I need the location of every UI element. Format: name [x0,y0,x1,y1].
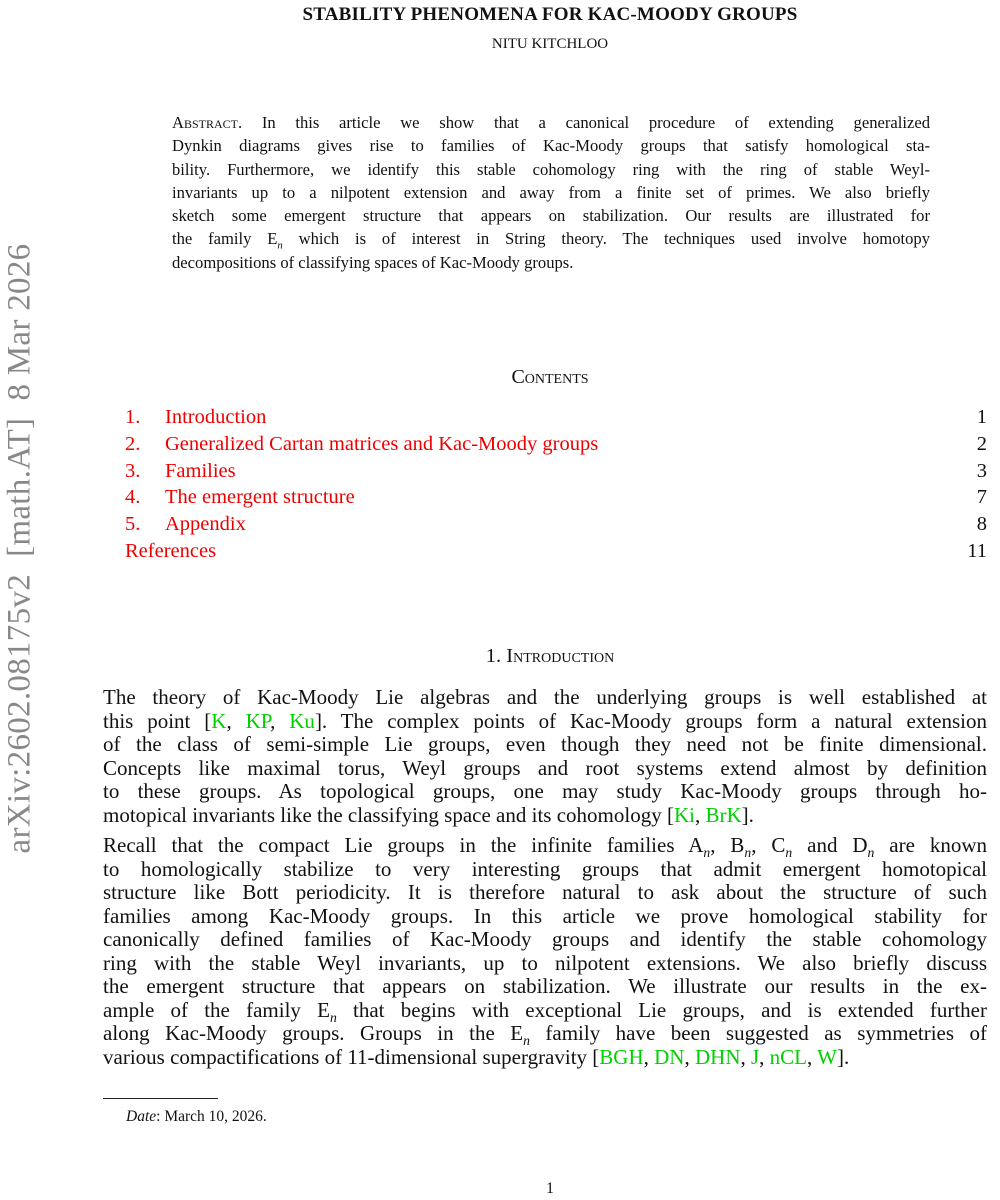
date-label: Date [126,1108,157,1125]
text-run: , [740,1044,751,1069]
text-run: , [684,1044,695,1069]
toc-page: 1 [976,406,987,428]
text-run: The theory of Kac-Moody Lie algebras and the underlying groups is well established at [103,685,987,709]
section-title: Introduction [506,645,615,667]
citation-link[interactable]: Ku [289,708,315,733]
text-line [103,710,987,734]
text-run: , [270,708,290,733]
text-line [172,134,930,157]
text-run: Recall that the compact Lie groups in the infinite families [103,833,689,857]
footnote-rule [103,1098,218,1099]
toc-number[interactable]: 3. [125,459,141,482]
date-footnote [126,1108,267,1126]
math-symbol [267,229,283,252]
text-run: decompositions of classifying spaces of Kac-Moody groups. [172,252,574,272]
text-line [172,111,930,134]
section-number: 1. [485,645,502,667]
toc-page: 8 [976,513,987,536]
toc-page: 2 [976,432,987,455]
text-line [103,686,987,710]
paragraph [103,686,987,827]
toc-number[interactable]: 5. [125,513,141,536]
math-subscript: n [785,845,793,861]
text-run: invariants up to a nilpotent extension and away from a finite set of primes. We also briefly [172,182,930,202]
text-run: to homologically stabilize to very interesting groups that admit emergent homotopical [103,856,987,881]
math-symbol [852,833,875,861]
text-run: the emergent structure that appears on stabilization. We illustrate our results in the ex- [103,974,987,998]
arxiv-stamp: arXiv:2602.08175v2 [math.AT] 8 Mar 2026 [1,243,38,854]
toc-link[interactable]: Appendix [165,513,246,536]
text-run: that begins with exceptional Lie groups, and is extended further [336,997,987,1022]
text-run: ]. The complex points of Kac-Moody groups form a natural extension [314,708,988,733]
paragraph [103,834,987,1069]
text-line [103,881,987,905]
contents-heading: Contents [511,366,589,388]
text-line [103,952,987,976]
math-base: A [688,833,704,857]
math-subscript: n [703,845,711,861]
text-line [172,204,930,227]
text-run: structure like Bott periodicity. It is therefore natural to ask about the structure of such [103,880,987,904]
page-number: 1 [546,1180,554,1197]
toc-entry[interactable] [125,459,987,484]
text-line [103,905,987,929]
math-subscript: n [744,845,752,861]
toc-link[interactable]: Introduction [165,406,267,428]
text-line [103,733,987,757]
toc-number[interactable]: 2. [125,432,141,455]
text-run: , [226,708,246,733]
math-subscript: n [329,1009,337,1025]
citation-link[interactable]: W [817,1044,837,1069]
toc-number[interactable]: 4. [125,486,141,509]
text-line [103,975,987,999]
text-run: this point [ [103,708,212,733]
text-run: along Kac-Moody groups. Groups in the [103,1021,511,1045]
text-run: In this article we show that a canonical procedure of extending generalized [261,113,931,132]
text-run: ample of the family [103,997,318,1022]
citation-link[interactable]: BGH [599,1044,644,1069]
text-run: , [751,833,772,857]
toc-link[interactable]: The emergent structure [165,486,355,509]
math-symbol [317,997,337,1025]
text-line [172,251,930,274]
text-run: and [792,833,853,857]
paper-title: STABILITY PHENOMENA FOR KAC-MOODY GROUPS [302,4,798,25]
text-run: , [759,1044,770,1069]
toc-entry[interactable] [125,432,987,457]
text-line [172,158,930,181]
text-run: various compactifications of 11-dimensional supergravity [ [103,1044,600,1069]
citation-link[interactable]: J [750,1044,760,1069]
section-heading [0,645,1000,668]
toc-page: 11 [967,540,987,562]
toc-number[interactable]: 1. [125,406,141,428]
toc-entry[interactable] [125,485,987,510]
math-symbol [688,833,711,861]
citation-link[interactable]: DN [654,1044,685,1069]
text-line [103,858,987,882]
author: NITU KITCHLOO [491,36,609,52]
text-run: motopical invariants like the classifying space and its cohomology [ [103,802,674,827]
text-run: Concepts like maximal torus, Weyl groups and root systems extend almost by definition [103,755,987,780]
citation-link[interactable]: KP [245,708,271,733]
text-line [103,804,987,828]
text-run: ]. [741,802,754,827]
math-subscript: n [277,239,283,252]
toc-entry[interactable] [125,512,987,537]
citation-link[interactable]: BrK [705,802,742,827]
text-run: , [710,833,731,857]
math-base: B [730,833,745,857]
text-line [103,780,987,804]
text-run: bility. Furthermore, we identify this stable cohomology ring with the ring of stable Weyl- [172,159,930,179]
text-line [172,181,930,204]
text-line [103,999,987,1023]
text-run: to these groups. As topological groups, one may study Kac-Moody groups through ho- [103,779,987,803]
text-run: sketch some emergent structure that appears on stabilization. Our results are illustrated for [172,206,930,226]
math-base: E [317,997,330,1022]
text-run: ]. [836,1044,850,1069]
text-run: the family [172,229,268,249]
text-line [172,227,930,250]
text-run: families among Kac-Moody groups. In this article we prove homological stability for [103,903,987,928]
toc-entry[interactable] [125,539,987,564]
text-run: canonically defined families of Kac-Moody groups and identify the stable cohomology [103,927,987,951]
text-line [103,833,987,861]
toc-page: 3 [976,459,987,482]
text-run: Dynkin diagrams gives rise to families of Kac-Moody groups that satisfy homological sta- [172,136,930,156]
math-symbol [730,833,752,861]
abstract-label-wrap [172,113,262,132]
text-line [103,757,987,781]
math-symbol [510,1021,530,1049]
text-run: family have been suggested as symmetries of [529,1021,987,1045]
abstract-label: Abstract. [172,113,243,132]
text-run: , [694,802,706,827]
toc-page: 7 [976,486,987,509]
math-symbol [771,833,793,861]
math-base: C [771,833,786,857]
text-line [103,928,987,952]
toc-link[interactable]: References [125,540,217,562]
citation-link[interactable]: Ki [673,802,695,827]
toc-link[interactable]: Families [165,459,236,482]
text-run: of the class of semi-simple Lie groups, even though they need not be finite dimensional. [103,732,987,756]
abstract [172,111,930,274]
text-run: , [807,1044,818,1069]
text-run: are known [874,833,987,857]
text-run: which is of interest in String theory. The techniques used involve homotopy [282,229,930,249]
toc-entry[interactable] [125,405,987,430]
date-text: : March 10, 2026. [156,1108,267,1125]
math-subscript: n [867,845,875,861]
math-subscript: n [523,1033,530,1049]
text-run: , [643,1044,655,1069]
math-base: E [267,229,278,249]
text-run: ring with the stable Weyl invariants, up to nilpotent extensions. We also briefly discuss [103,950,987,975]
math-base: E [510,1021,524,1045]
text-line [103,1046,987,1070]
citation-link[interactable]: K [211,708,227,733]
citation-link[interactable]: DHN [694,1044,741,1069]
citation-link[interactable]: nCL [769,1044,808,1069]
text-line [103,1021,987,1049]
math-base: D [852,833,868,857]
toc-link[interactable]: Generalized Cartan matrices and Kac-Moody groups [165,432,599,455]
